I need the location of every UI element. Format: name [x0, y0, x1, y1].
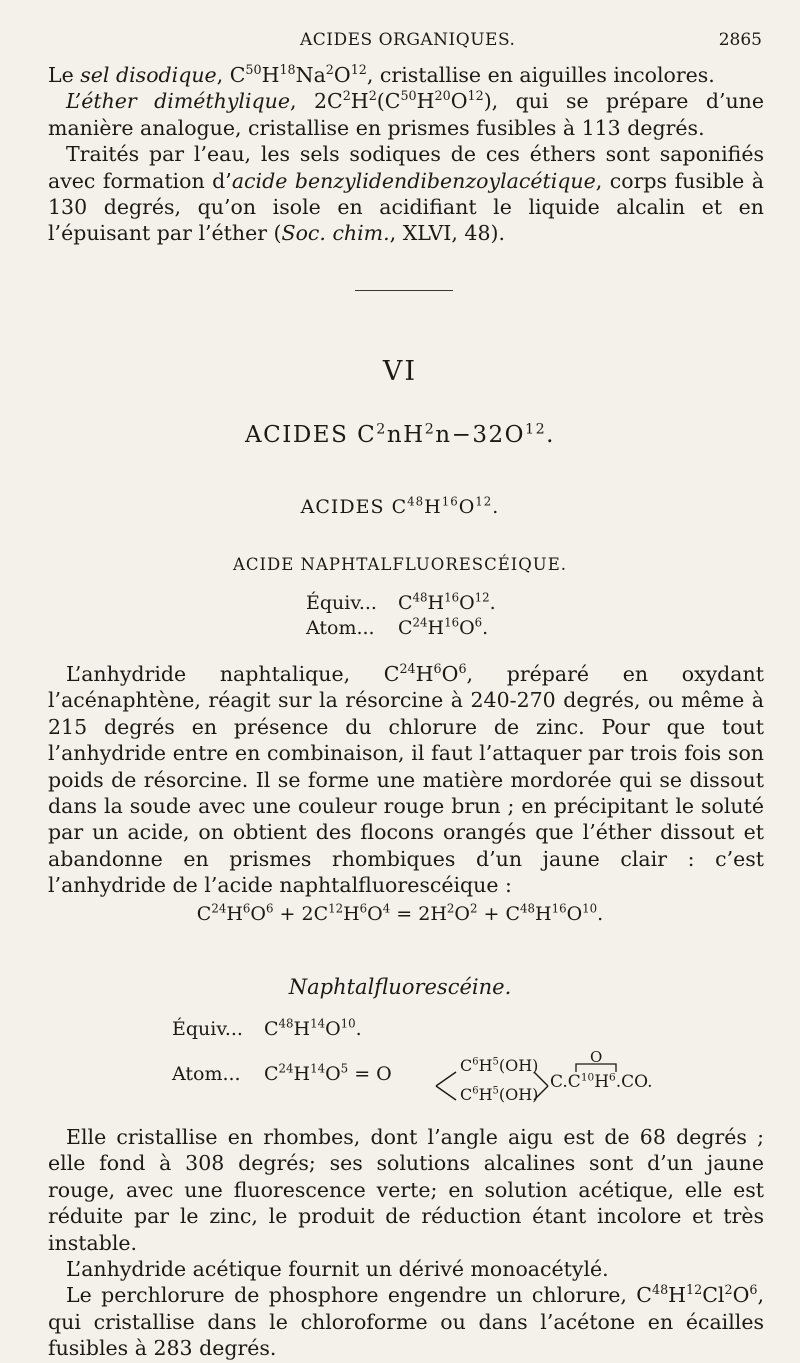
compound-name: Naphtalfluorescéine. [288, 975, 512, 999]
section-number: VI [382, 356, 418, 387]
naphtal-atom-line: Atom... $C^{24}H^{14}O^5 = O$ [172, 1061, 392, 1085]
atom-formula-line: Atom... $C^{24}H^{16}O^6$. [306, 615, 489, 639]
structural-formula [430, 1042, 670, 1102]
properties-paragraph-2: L’anhydride acétique fournit un dérivé monoacétylé. [66, 1257, 609, 1282]
reaction-equation: $C^{24}H^6O^6 + 2C^{12}H^6O^4 = 2H^2O^2 + C^{48}H^{16}O^{10}$. [196, 901, 604, 925]
intro-paragraph-3: Traités par l’eau, les sels sodiques de ces éthers sont saponifiés avec formation d’acide benzylidendibenzoylacétique, corps fusible à 130 degrés, qu’on isole en acidifiant le liquide alcalin et en l’épuisant par l’éther (Soc. chim., XLVI, 48). [48, 142, 764, 246]
hydroxyphenyl-group-2: $C^6H^5(OH)$ [460, 1085, 539, 1104]
ring-oxygen: O [590, 1048, 603, 1066]
running-header [0, 30, 800, 54]
intro-paragraph-2: L’éther diméthylique, $2C^2H^2(C^{50}H^{20}O^{12})$, qui se prépare d’une manière analogue, cristallise en prismes fusibles à 113 degrés. [48, 88, 765, 140]
formula-disodique: 50 [245, 62, 262, 78]
intro-paragraph-1: Le sel disodique, $C^{50}H^{18}Na^2O^{12}$, cristallise en aiguilles incolores. [48, 62, 715, 87]
hydroxyphenyl-group-1: $C^6H^5(OH)$ [460, 1056, 539, 1075]
preparation-paragraph: L’anhydride naphtalique, $C^{24}H^6O^6$, préparé en oxydant l’acénaphtène, réagit sur la résorcine à 240-270 degrés, ou même à 215 degrés en présence du chlorure de zinc. Pour que tout l’anhydride entre en combinaison, il faut l’attaquer par trois fois son poids de résorcine. Il se forme une matière mordorée qui se dissout dans la soude avec une couleur rouge brun ; en précipitant le soluté par un acide, on obtient des flocons orangés que l’éther dissout et abandonne en prismes rhombiques d’un jaune clair : c’est l’anhydride de l’acide naphtalfluorescéique : [48, 661, 764, 898]
intro-block [48, 62, 764, 247]
section-subtitle: ACIDES $C^{48}H^{16}O^{12}$. [300, 494, 500, 518]
naphtal-equiv-line: Équiv... $C^{48}H^{14}O^{10}$. [172, 1016, 362, 1040]
acid-heading: ACIDE NAPHTALFLUORESCÉIQUE. [232, 555, 567, 574]
section-divider [355, 290, 453, 291]
equiv-formula-line: Équiv... $C^{48}H^{16}O^{12}$. [306, 590, 496, 614]
properties-block [48, 1124, 764, 1362]
properties-paragraph-1: Elle cristallise en rhombes, dont l’angle aigu est de 68 degrés ; elle fond à 308 degrés; ses solutions alcalines sont d’un jaune rouge, avec une fluorescence verte; en solution acétique, elle est réduite par le zinc, le produit de réduction étant incolore et très instable. [48, 1125, 764, 1255]
header-title: ACIDES ORGANIQUES. [300, 30, 516, 50]
properties-paragraph-3: Le perchlorure de phosphore engendre un chlorure, $C^{48}H^{12}Cl^2O^6$, qui cristallise dans le chloroforme ou dans l’acétone en écailles fusibles à 283 degrés. [48, 1282, 764, 1361]
preparation-block [48, 661, 764, 899]
naphthoyl-part: $C.C^{10}H^6.CO$. [550, 1071, 653, 1092]
section-title: ACIDES $C^2nH^2n-32O^{12}$. [245, 421, 555, 448]
page-number: 2865 [718, 30, 762, 50]
